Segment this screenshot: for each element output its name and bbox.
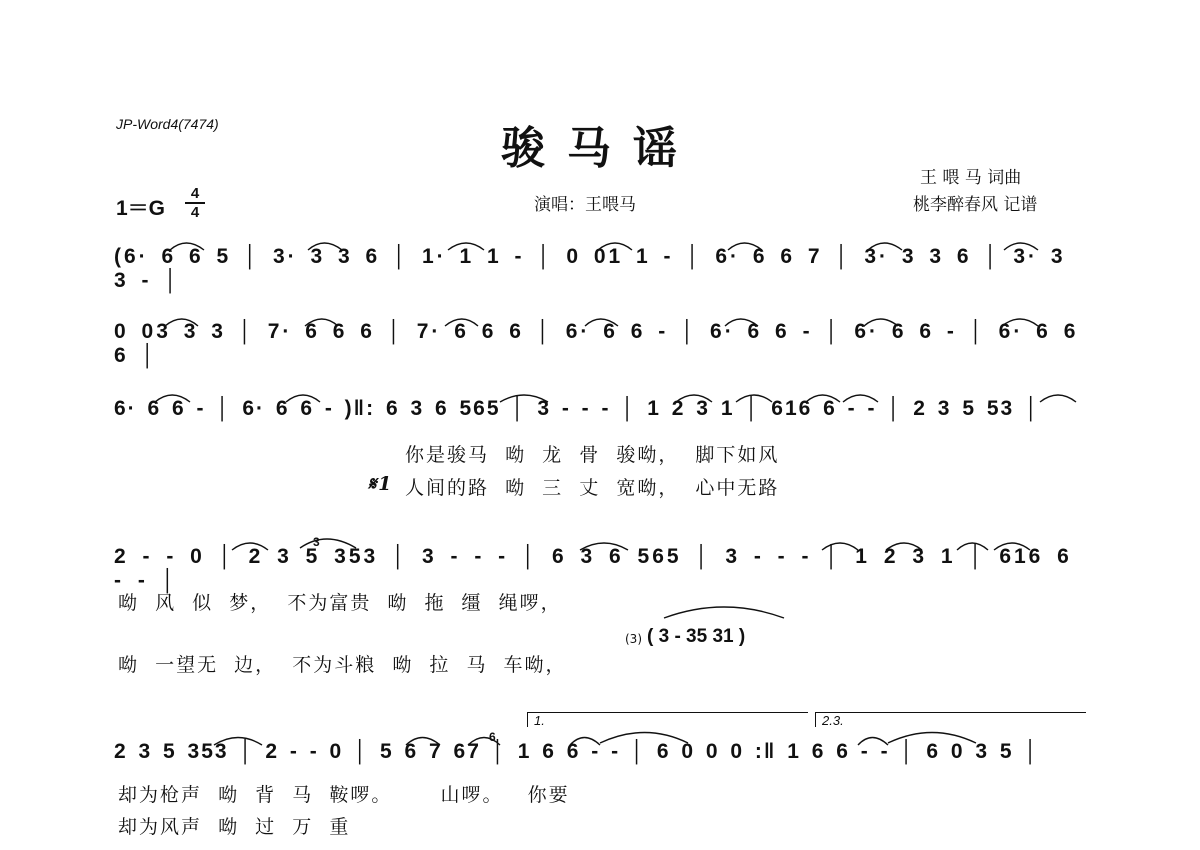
- grace-note-2: 6: [489, 730, 496, 744]
- insert-label: (3): [625, 632, 642, 646]
- slur: [664, 607, 784, 618]
- slur: [445, 319, 478, 326]
- staff-line-2-notes: 0 03 3 3 │ 7· 6 6 6 │ 7· 6 6 6 │ 6· 6 6 - │ 6· 6 6 - │ 6· 6 6 - │ 6· 6 6 6 │: [114, 320, 1079, 367]
- slur: [728, 243, 762, 250]
- slur: [994, 543, 1030, 550]
- slur: [1002, 319, 1038, 326]
- slur: [736, 395, 772, 402]
- slur: [598, 243, 632, 250]
- staff-line-3-notes: 6· 6 6 - │ 6· 6 6 - )‖: 6 3 6 565 │ 3 - - - │ 1 2 3 1 │ 616 6 - - │ 2 3 5 53 │: [114, 397, 1041, 420]
- lyric-verse2-line4: 呦 一望无 边， 不为斗粮 呦 拉 马 车呦，: [118, 654, 567, 676]
- slur: [858, 738, 888, 746]
- staff-line-5-notes: 2 3 5 353 │ 2 - - 0 │ 5 6 7 67 │ 1 6 6 - - │ 6 0 0 0 :‖ 1 6 6 - - │ 6 0 3 5 │: [114, 740, 1040, 763]
- slur: [888, 733, 976, 744]
- volta-second-label: 2.3.: [822, 713, 844, 728]
- slur: [864, 319, 898, 326]
- slur: [676, 395, 712, 402]
- slur: [822, 543, 858, 550]
- slur: [308, 243, 342, 250]
- grace-note: 3: [313, 535, 320, 549]
- slur: [1004, 243, 1038, 250]
- lyric-verse1-line3: 你是骏马 呦 龙 骨 骏呦， 脚下如风: [405, 444, 780, 466]
- time-top: 4: [190, 185, 200, 202]
- credit-score: 桃李醉春风 记谱: [913, 195, 1038, 215]
- slur: [286, 395, 320, 402]
- singer-label: 演唱：王喂马: [534, 195, 636, 215]
- song-title: 骏马谣: [501, 123, 699, 174]
- slur: [468, 738, 500, 746]
- source-label: JP-Word4(7474): [116, 116, 219, 132]
- slur: [406, 738, 440, 746]
- slur: [300, 539, 356, 548]
- credit-lyrics: 王 喂 马 词曲: [920, 168, 1022, 188]
- slur: [868, 243, 902, 250]
- slur: [886, 543, 922, 550]
- slur: [806, 395, 840, 402]
- slur: [305, 319, 338, 326]
- slur: [214, 738, 262, 746]
- slur: [170, 243, 204, 250]
- time-bottom: 4: [190, 204, 200, 221]
- insert-notes: ( 3 - 35 31 ): [647, 626, 746, 647]
- slur: [725, 319, 758, 326]
- slur: [585, 319, 618, 326]
- lyric-verse2-line3: 人间的路 呦 三 丈 宽呦， 心中无路: [405, 477, 780, 499]
- volta-first-label: 1.: [534, 713, 545, 728]
- slur: [1040, 395, 1076, 402]
- segno-mark: 𝄋1: [368, 473, 394, 495]
- slur: [500, 395, 548, 402]
- lyric-verse2-line5: 却为风声 呦 过 万 重: [118, 816, 351, 838]
- slur: [448, 243, 484, 250]
- key-signature: 1＝G: [116, 197, 166, 220]
- slur: [155, 395, 190, 402]
- lyric-verse1-line4: 呦 风 似 梦， 不为富贵 呦 拖 缰 绳啰，: [118, 592, 562, 614]
- slur: [165, 319, 198, 326]
- staff-line-4-notes: 2 - - 0 │ 2 3 5 353 │ 3 - - - │ 6 3 6 565 │ 3 - - - │ 1 2 3 1 │ 616 6 - - │: [114, 545, 1072, 592]
- slur: [580, 543, 628, 550]
- slur: [843, 395, 878, 402]
- slur: [957, 543, 988, 550]
- staff-line-1-notes: (6· 6 6 5 │ 3· 3 3 6 │ 1· 1 1 - │ 0 01 1 - │ 6· 6 6 7 │ 3· 3 3 6 │ 3· 3 3 - │: [114, 245, 1066, 292]
- slur: [600, 733, 688, 744]
- slur: [570, 738, 600, 746]
- slur: [232, 543, 268, 550]
- lyric-verse1-line5: 却为枪声 呦 背 马 鞍啰。 山啰。 你要: [118, 784, 570, 806]
